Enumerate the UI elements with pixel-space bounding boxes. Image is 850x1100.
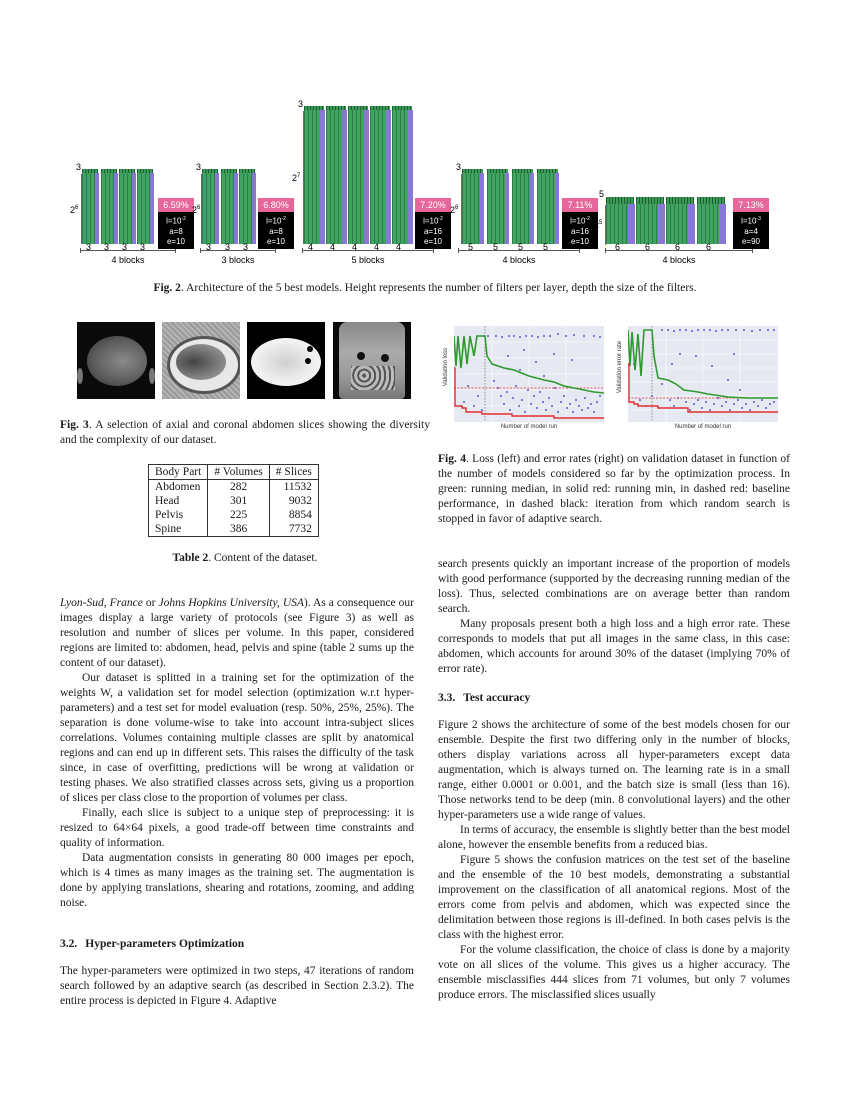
- error-rate-badge: 6.59%: [158, 198, 194, 212]
- filter-size-label: 3: [225, 242, 231, 252]
- blocks-count-label: 4 blocks: [662, 255, 696, 265]
- filter-size-label: 6: [675, 242, 681, 252]
- cell: Abdomen: [155, 481, 201, 493]
- left-column-section-3-2: [60, 964, 414, 1009]
- filter-count-label: $2^5$: [594, 220, 603, 230]
- paragraph: Figure 2 shows the architecture of some of the best models chosen for our ensemble. Despite the first two differing only in the number of blocks, others display variations across all hyper-parameters except data augmentation, which is always turned on. The learning rate is in a small range, either 0.0001 or 0.001, and the batch size is small (less than 16). Those networks tend to be deep (min. 8 convolutional layers) and the other hyper-parameters use a wide range of values.: [438, 719, 790, 821]
- filter-size-label: 4: [396, 242, 402, 252]
- error-rate-badge: 7.20%: [415, 198, 451, 212]
- filter-count-label: $2^6$: [70, 205, 79, 215]
- table-row: [149, 494, 319, 508]
- filter-count-label: $2^6$: [192, 205, 201, 215]
- paragraph: Finally, each slice is subject to a unique step of preprocessing: it is resized to 64×64 pixels, a good trade-off between time constraints and quality of information.: [60, 807, 414, 849]
- cell: 386: [208, 522, 269, 537]
- error-rate-badge: 7.13%: [733, 198, 769, 212]
- paragraph: Many proposals present both a high loss and a high error rate. These corresponds to models that put all images in the same class, in this case: abdomen, which accounts for around 30% of the dataset (implying 70% of error rate).: [438, 618, 790, 675]
- mri-axial-slice-3: [247, 322, 325, 399]
- filter-size-label: 3: [140, 242, 146, 252]
- error-rate-badge: 7.11%: [562, 198, 598, 212]
- figure-4-caption: Fig. 4. Loss (left) and error rates (right) on validation dataset in function of the number of models considered so far by the optimization process. In green: running median, in solid red: running min, in dashed red: baseline performance, in dashed black: iteration from which random search is stopped in favor of adaptive search.: [438, 453, 790, 525]
- filter-size-label: 6: [615, 242, 621, 252]
- blocks-axis: [302, 250, 434, 251]
- right-column-section-3-3: [438, 718, 790, 1003]
- figure-3-caption: Fig. 3. A selection of axial and coronal abdomen slices showing the diversity and the complexity of our dataset.: [60, 419, 430, 446]
- cell: 9032: [269, 494, 318, 508]
- table-header-row: [149, 465, 319, 480]
- cell: 7732: [269, 522, 318, 537]
- blocks-axis: [200, 250, 276, 251]
- x-axis-label: Number of model run: [500, 424, 558, 430]
- table-row: [149, 480, 319, 495]
- filter-size-label: 4: [352, 242, 358, 252]
- blocks-count-label: 5 blocks: [351, 255, 385, 265]
- validation-error-plot: [612, 322, 780, 434]
- filter-depth-label: 3: [196, 162, 202, 172]
- left-column-body: [60, 596, 414, 911]
- y-axis-label: Validation loss: [443, 347, 449, 387]
- filter-depth-label: 5: [599, 189, 605, 199]
- filter-size-label: 5: [493, 242, 499, 252]
- blocks-count-label: 4 blocks: [502, 255, 536, 265]
- paragraph: For the volume classification, the choice of class is done by a majority vote on all slices of the volume. This gives us a higher accuracy. The ensemble misclassifies 444 slices from 71 volumes, but only 7 volumes produce errors. The misclassified slices usually: [438, 944, 790, 1001]
- filter-size-label: 6: [645, 242, 651, 252]
- filter-size-label: 4: [308, 242, 314, 252]
- dataset-table: [148, 464, 319, 537]
- section-heading-3-3: 3.3. Test accuracy: [438, 692, 531, 704]
- right-column-body: [438, 557, 790, 677]
- y-axis-label: Validation error rate: [617, 340, 623, 394]
- filter-count-label: $2^7$: [292, 173, 301, 183]
- filter-size-label: 4: [374, 242, 380, 252]
- cell: Head: [155, 495, 180, 507]
- paragraph: Figure 5 shows the confusion matrices on the test set of the baseline and the ensemble of the 10 best models, demonstrating a substantial improvement on the classification of all anatomical regions. Most of the errors come from pelvis and abdomen, which was expected since the delimitation between those regions is ill-defined. In both cases pelvis is the class with the highest error.: [438, 854, 790, 941]
- cell: Spine: [155, 523, 182, 535]
- table-row: [149, 508, 319, 522]
- cell: 225: [208, 508, 269, 522]
- hyperparams-box: $l=10^{-3}$ a=4 e=90: [733, 212, 769, 249]
- filter-size-label: 3: [122, 242, 128, 252]
- cell: Pelvis: [155, 509, 184, 521]
- table-row: [149, 522, 319, 537]
- filter-depth-label: 3: [298, 99, 304, 109]
- mri-axial-slice-1: [77, 322, 155, 399]
- filter-count-label: $2^6$: [450, 205, 459, 215]
- cell: 282: [208, 480, 269, 495]
- paragraph: Our dataset is splitted in a training set for the optimization of the weights W, a validation set for model selection (optimization w.r.t hyper-parameters) and a test set for model evaluation (resp. 50%, 25%, 25%). The separation is done volume-wise to take into account intra-subject slices correlations. Volumes containing multiple classes are split by anatomical regions and can end up in different sets. This raises the difficulty of the task since, in case of overfitting, predictions will be wrong at validation or testing phases. We also stratified classes across sets, giving us a proportion of slices per class close to the proportion of volumes per class.: [60, 672, 414, 804]
- validation-loss-plot: [438, 322, 606, 434]
- blocks-axis: [458, 250, 580, 251]
- paragraph: The hyper-parameters were optimized in two steps, 47 iterations of random search followed by an adaptive search (as described in Section 2.3.2). The entire process is depicted in Figure 4. Adaptive: [60, 965, 414, 1007]
- filter-size-label: 3: [86, 242, 92, 252]
- blocks-axis: [80, 250, 176, 251]
- filter-size-label: 4: [330, 242, 336, 252]
- header-volumes: # Volumes: [208, 465, 269, 480]
- plot-area: [628, 326, 778, 422]
- blocks-count-label: 3 blocks: [221, 255, 255, 265]
- filter-size-label: 3: [206, 242, 212, 252]
- header-body-part: Body Part: [149, 465, 208, 480]
- hyperparams-box: $l=10^{-2}$ a=16 e=10: [562, 212, 598, 249]
- hyperparams-box: $l=10^{-2}$ a=8 e=10: [258, 212, 294, 249]
- header-slices: # Slices: [269, 465, 318, 480]
- paragraph: Data augmentation consists in generating 80 000 images per epoch, which is 4 times as many images as the training set. The augmentation is done by applying translations, shearing and rotations, zooming, and adding noise.: [60, 852, 414, 909]
- paragraph: Lyon-Sud, France or Johns Hopkins University, USA). As a consequence our images display a large variety of protocols (see Figure 3) as well as resolution and number of slices per volume. In this paper, considered regions are limited to: abdomen, head, pelvis and spine (table 2 sums up the content of our dataset).: [60, 597, 414, 669]
- figure-2-caption: Fig. 2. Architecture of the 5 best models. Height represents the number of filters per layer, depth the size of the filters.: [153, 282, 697, 294]
- error-chart-svg: [628, 326, 778, 422]
- cell: 8854: [269, 508, 318, 522]
- table-2-caption: Table 2. Content of the dataset.: [172, 552, 318, 564]
- blocks-count-label: 4 blocks: [111, 255, 145, 265]
- paragraph: search presents quickly an important increase of the proportion of models with good performance (supported by the decreasing running median of the loss). Thus, selected combinations are on average better than random search.: [438, 558, 790, 615]
- cell: 301: [208, 494, 269, 508]
- hyperparams-box: $l=10^{-2}$ a=16 e=10: [415, 212, 451, 249]
- loss-chart-svg: [454, 326, 604, 422]
- filter-size-label: 5: [543, 242, 549, 252]
- filter-depth-label: 3: [456, 162, 462, 172]
- figure-2-architecture: [70, 95, 790, 270]
- filter-size-label: 3: [243, 242, 249, 252]
- mri-axial-slice-2: [162, 322, 240, 399]
- filter-depth-label: 3: [76, 162, 82, 172]
- error-rate-badge: 6.80%: [258, 198, 294, 212]
- blocks-axis: [605, 250, 753, 251]
- filter-size-label: 5: [518, 242, 524, 252]
- hyperparams-box: $l=10^{-2}$ a=8 e=10: [158, 212, 194, 249]
- cell: 11532: [269, 480, 318, 495]
- filter-size-label: 6: [706, 242, 712, 252]
- plot-area: [454, 326, 604, 422]
- filter-size-label: 3: [104, 242, 110, 252]
- filter-size-label: 5: [468, 242, 474, 252]
- x-axis-label: Number of model run: [674, 424, 732, 430]
- paragraph: In terms of accuracy, the ensemble is slightly better than the best model alone, however the ensemble benefits from a reduced bias.: [438, 824, 790, 851]
- mri-coronal-slice: [333, 322, 411, 399]
- section-heading-3-2: 3.2. Hyper-parameters Optimization: [60, 938, 245, 950]
